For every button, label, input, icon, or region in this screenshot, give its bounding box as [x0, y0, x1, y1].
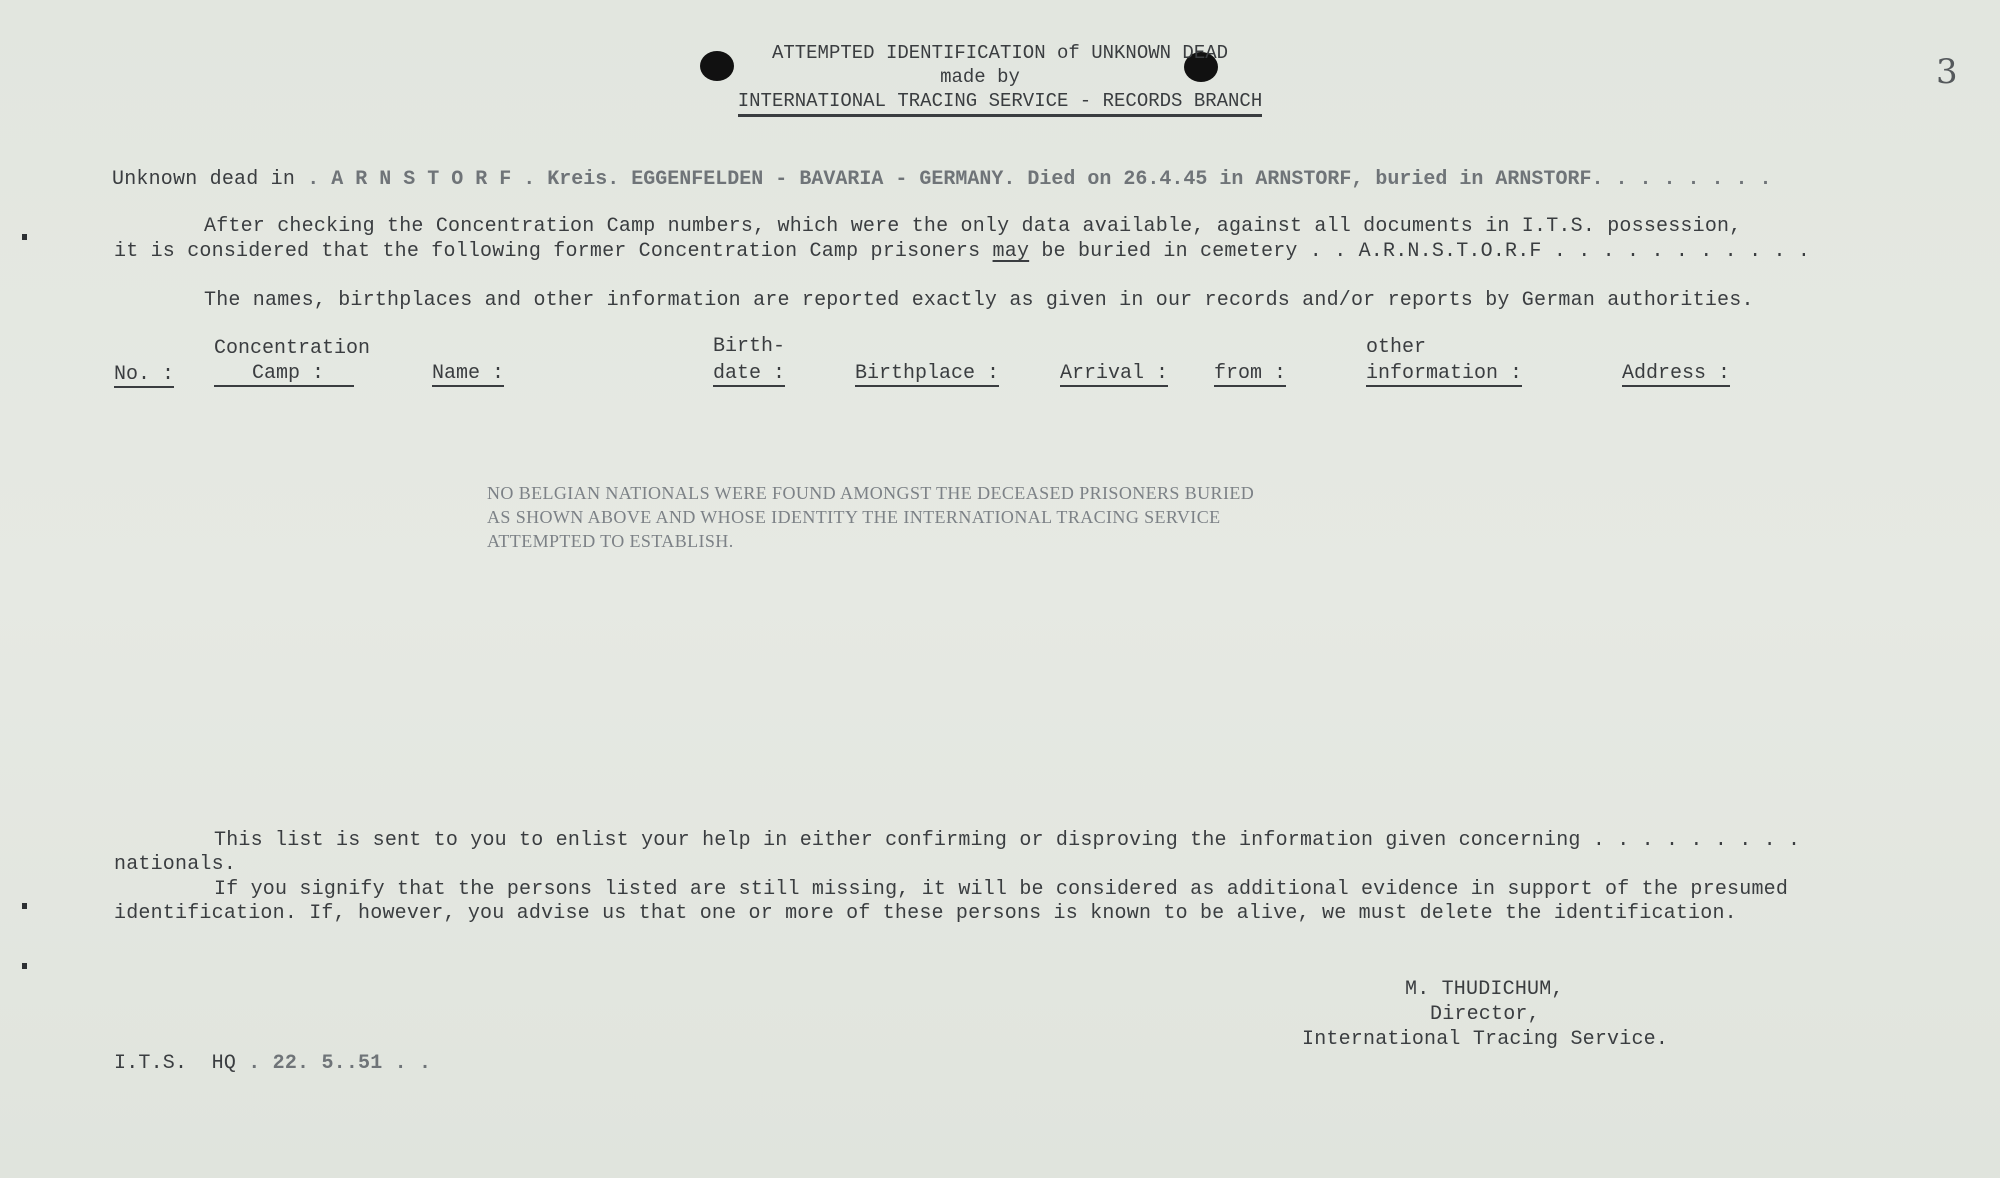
page-number: 3 — [1936, 52, 1958, 92]
col-name-label: Name : — [432, 362, 505, 385]
col-other-top: other — [1366, 336, 1427, 359]
unknown-dead-line — [112, 168, 1771, 191]
col-address-label: Address : — [1622, 362, 1731, 385]
col-name — [432, 362, 504, 387]
col-from-label: from : — [1214, 362, 1287, 385]
col-arrival — [1060, 362, 1168, 387]
closing-line4: identification. If, however, you advise us that one or more of these persons is known to be alive, we must delete the identification. — [114, 902, 1737, 925]
margin-mark — [22, 963, 27, 969]
stamp-line2: AS SHOWN ABOVE AND WHOSE IDENTITY THE INTERNATIONAL TRACING SERVICE — [487, 507, 1221, 527]
col-birthplace-label: Birthplace : — [855, 362, 1000, 385]
para1-line2 — [114, 240, 1810, 263]
stamp-line3: ATTEMPTED TO ESTABLISH. — [487, 531, 734, 551]
header-line2: made by — [940, 66, 1020, 88]
header-branch — [640, 90, 1360, 112]
col-camp-label: Camp : — [214, 362, 354, 387]
para1-line1: After checking the Concentration Camp numbers, which were the only data available, against all documents in I.T.S. possession, — [204, 215, 1742, 238]
unknown-dead-prefix: Unknown dead in — [112, 168, 296, 191]
closing-line3: If you signify that the persons listed are still missing, it will be considered as additional evidence in support of the presumed — [214, 878, 1789, 901]
header-line3: INTERNATIONAL TRACING SERVICE - RECORDS BRANCH — [738, 90, 1263, 117]
unknown-dead-details: . A R N S T O R F . Kreis. EGGENFELDEN - BAVARIA - GERMANY. Died on 26.4.45 in ARNSTORF, buried in ARNSTORF. . . . . . . . — [307, 168, 1772, 191]
closing-line1: This list is sent to you to enlist your help in either confirming or disproving the information given concerning . . . . . . . . . — [214, 829, 1801, 852]
col-arrival-label: Arrival : — [1060, 362, 1169, 385]
footer-ref-label: I.T.S. HQ — [114, 1052, 237, 1075]
col-address — [1622, 362, 1730, 387]
col-birthplace — [855, 362, 999, 387]
col-birthdate-label: date : — [713, 362, 786, 385]
margin-mark — [22, 234, 27, 240]
footer-date: . 22. 5..51 . . — [248, 1052, 432, 1075]
header-made-by — [640, 66, 1320, 88]
col-no — [114, 363, 174, 388]
stamp-line1: NO BELGIAN NATIONALS WERE FOUND AMONGST THE DECEASED PRISONERS BURIED — [487, 483, 1255, 503]
closing-line2: nationals. — [114, 853, 237, 876]
para1-line2-a: it is considered that the following former Concentration Camp prisoners — [114, 240, 981, 263]
para1-may: may — [992, 240, 1030, 263]
col-camp-top: Concentration — [214, 337, 371, 360]
col-other — [1366, 362, 1522, 387]
signature-title: Director, — [1430, 1003, 1540, 1026]
col-birth-top: Birth- — [713, 335, 786, 358]
col-from — [1214, 362, 1286, 387]
footer-ref — [114, 1052, 431, 1075]
col-birthdate — [713, 362, 785, 387]
margin-mark — [22, 903, 27, 909]
col-camp — [214, 362, 354, 387]
stamp-block — [487, 481, 1254, 553]
para1-line2-b: be buried in cemetery . . A.R.N.S.T.O.R.F . . . . . . . . . . . — [1041, 240, 1811, 263]
col-other-label: information : — [1366, 362, 1523, 385]
signature-name: M. THUDICHUM, — [1405, 978, 1564, 1001]
header-title — [640, 42, 1360, 64]
col-no-label: No. : — [114, 363, 175, 386]
para2: The names, birthplaces and other information are reported exactly as given in our records and/or reports by German authorities. — [204, 289, 1754, 312]
signature-org: International Tracing Service. — [1302, 1028, 1669, 1051]
header-line1: ATTEMPTED IDENTIFICATION of UNKNOWN DEAD — [771, 42, 1229, 64]
